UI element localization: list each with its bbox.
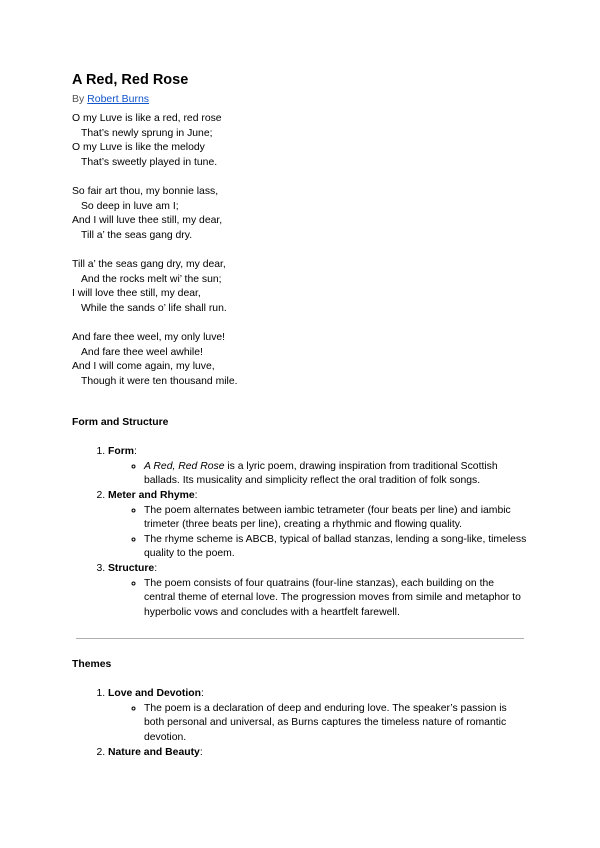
poem-title-italic: A Red, Red Rose: [144, 460, 225, 472]
themes-section: [72, 658, 528, 760]
sub-list: [108, 577, 528, 621]
item-colon: :: [133, 446, 137, 458]
horizontal-divider: [76, 638, 524, 639]
sub-list-item: ◦ The poem consists of four quatrains (four-line stanzas), each building on the central theme of eternal love. The progression moves from simile and metaphor to hyperbolic vows and concludes with a heartfelt farewell.: [144, 577, 528, 621]
list-item: [108, 489, 528, 562]
item-colon: :: [154, 562, 158, 574]
form-structure-list: [72, 445, 528, 620]
poem-line: That’s newly sprung in June;: [81, 127, 213, 139]
sub-list: [108, 460, 528, 489]
poem-line: Though it were ten thousand mile.: [81, 375, 238, 387]
poem-page: [72, 70, 528, 404]
stanza-1: [72, 112, 528, 170]
list-item: [108, 746, 528, 761]
form-structure-section: [72, 416, 528, 620]
poem-line: While the sands o’ life shall run.: [81, 302, 227, 314]
poem-line: So deep in luve am I;: [81, 200, 179, 212]
item-colon: :: [200, 688, 204, 700]
section-heading-form-structure: Form and Structure: [72, 417, 169, 428]
section-heading-themes: Themes: [72, 659, 112, 670]
poem-line: O my Luve is like the melody: [72, 142, 205, 154]
poem-line: And I will come again, my luve,: [72, 361, 215, 373]
sub-list-item: ◦ The poem is a declaration of deep and enduring love. The speaker’s passion is both personal and universal, as Burns captures the timeless nature of romantic devotion.: [144, 702, 528, 746]
poem-body: [72, 112, 528, 389]
item-label: Nature and Beauty: [108, 746, 200, 758]
poem-line: And fare thee weel, my only luve!: [72, 331, 226, 343]
poem-line: Till a’ the seas gang dry, my dear,: [72, 258, 226, 270]
poem-line: O my Luve is like a red, red rose: [72, 113, 222, 124]
poem-line: I will love thee still, my dear,: [72, 288, 201, 300]
themes-list: [72, 687, 528, 760]
stanza-2: [72, 185, 528, 243]
list-item: [108, 687, 528, 745]
poem-line: That’s sweetly played in tune.: [81, 156, 218, 168]
list-item: [108, 562, 528, 620]
stanza-3: [72, 258, 528, 316]
item-label: Form: [108, 446, 134, 458]
item-colon: :: [194, 489, 198, 501]
item-label: Structure: [108, 562, 155, 574]
sub-list: [108, 504, 528, 562]
byline-prefix: By: [72, 93, 88, 105]
poem-line: And I will luve thee still, my dear,: [72, 215, 223, 227]
poem-line: And the rocks melt wi’ the sun;: [81, 273, 222, 285]
item-colon: :: [199, 746, 203, 758]
sub-list: [108, 702, 528, 746]
sub-item-text: is a lyric poem, drawing inspiration from traditional Scottish ballads. Its musicality and simplicity reflect the oral tradition of folk songs.: [144, 460, 498, 487]
byline: [72, 92, 528, 106]
poem-line: Till a’ the seas gang dry.: [81, 229, 193, 241]
sub-list-item: ◦ The poem alternates between iambic tetrameter (four beats per line) and iambic trimeter (three beats per line), creating a rhythmic and flowing quality.: [144, 504, 528, 533]
item-label: Meter and Rhyme: [108, 489, 195, 501]
sub-list-item: [144, 460, 528, 489]
stanza-4: [72, 331, 528, 389]
poem-line: So fair art thou, my bonnie lass,: [72, 185, 219, 197]
author-link[interactable]: Robert Burns: [87, 93, 150, 105]
list-item: [108, 445, 528, 489]
item-label: Love and Devotion: [108, 688, 201, 700]
sub-list-item: ◦ The rhyme scheme is ABCB, typical of ballad stanzas, lending a song-like, timeless quality to the poem.: [144, 533, 528, 562]
page-title: A Red, Red Rose: [72, 72, 189, 88]
poem-line: And fare thee weel awhile!: [81, 346, 203, 358]
